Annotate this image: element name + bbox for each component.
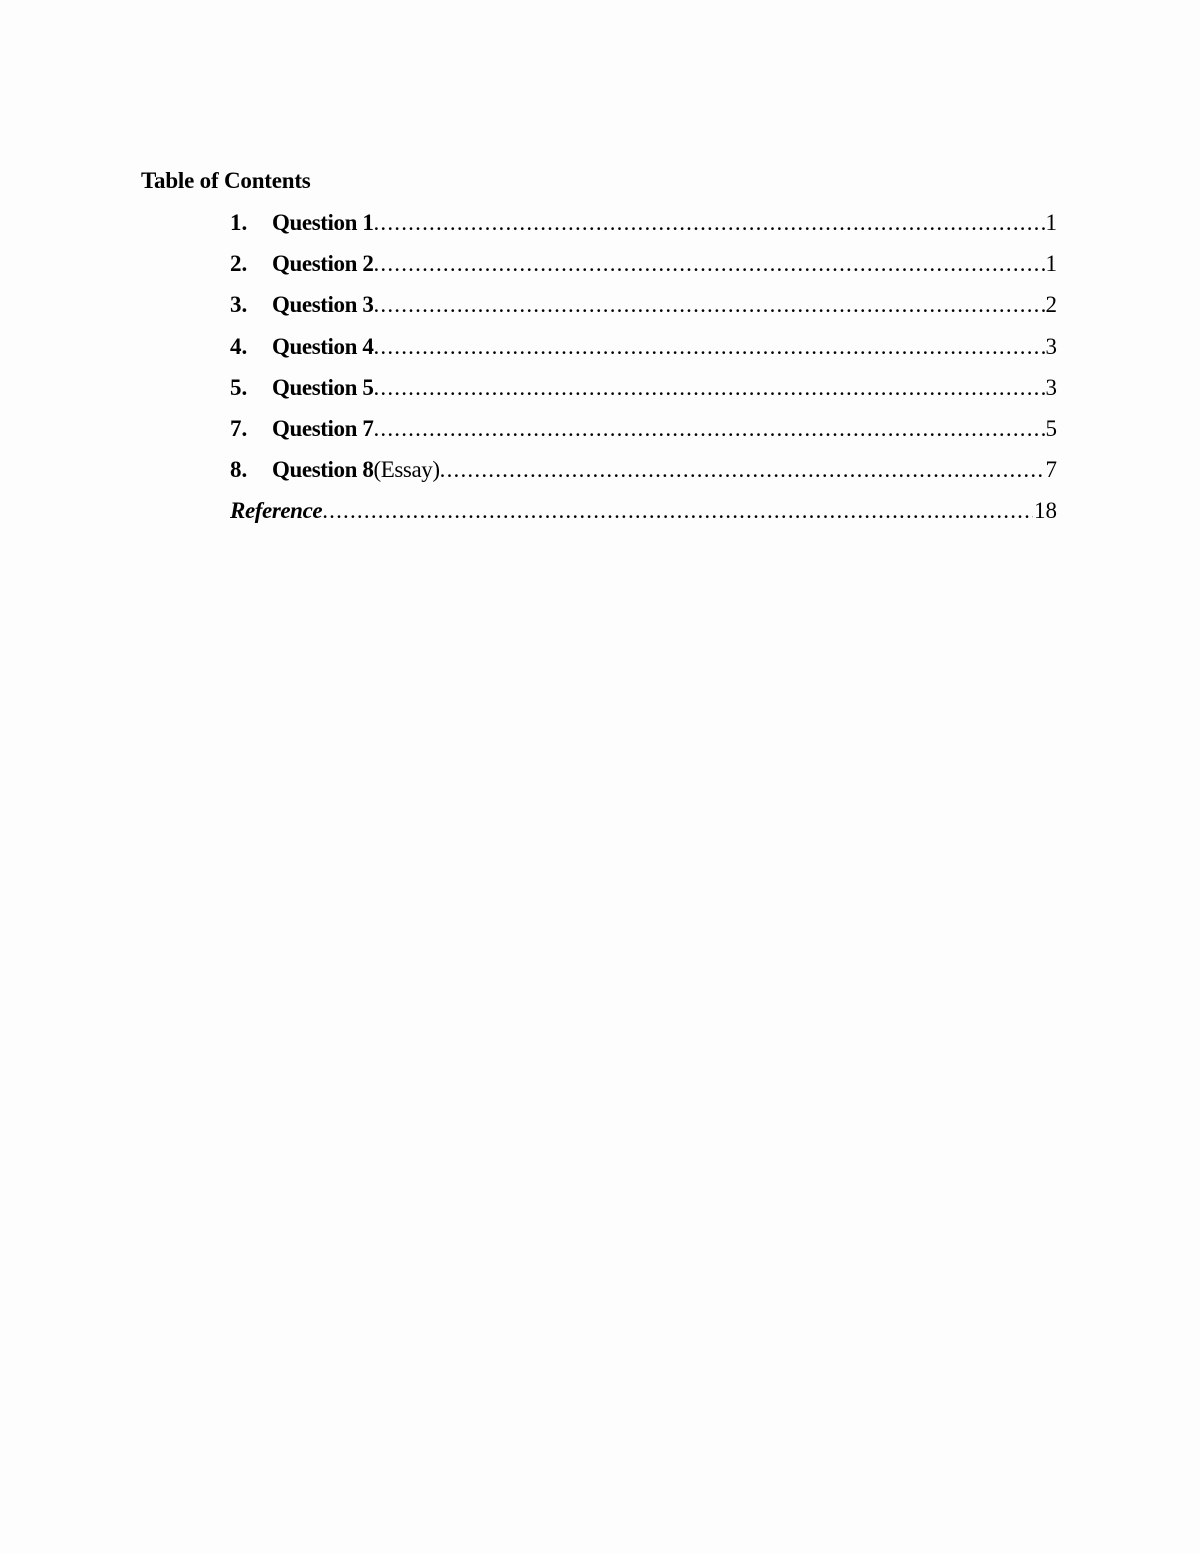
toc-dot-leader	[322, 496, 1033, 526]
toc-entry-label: Question 2	[272, 251, 374, 277]
toc-entry-page: 1	[1045, 251, 1057, 277]
toc-entry-question-4[interactable]	[230, 332, 1057, 373]
toc-entry-label: Question 8	[272, 457, 374, 483]
toc-entry-page: 18	[1034, 498, 1057, 524]
toc-entry-number: 5.	[230, 374, 248, 400]
toc-dot-leader	[440, 455, 1045, 485]
toc-entry-number: 4.	[230, 333, 248, 359]
toc-title: Table of Contents	[141, 168, 311, 193]
toc-entry-question-5[interactable]	[230, 373, 1057, 414]
toc-entry-question-2[interactable]	[230, 249, 1057, 290]
toc-entry-page: 5	[1045, 415, 1057, 441]
toc-dot-leader	[373, 249, 1044, 279]
toc-entry-page: 3	[1045, 333, 1057, 359]
toc-entry-reference[interactable]	[230, 496, 1057, 537]
toc-entry-number: 7.	[230, 415, 248, 441]
toc-entry-label: Reference	[230, 498, 323, 524]
toc-dot-leader	[373, 414, 1044, 444]
toc-entry-question-8[interactable]	[230, 455, 1057, 496]
toc-entry-page: 7	[1045, 457, 1057, 483]
toc-entry-label: Question 7	[272, 415, 374, 441]
toc-list	[230, 208, 1057, 538]
toc-entry-label: Question 1	[272, 210, 374, 235]
toc-entry-label: Question 4	[272, 333, 374, 359]
toc-dot-leader	[373, 208, 1044, 238]
toc-dot-leader	[373, 373, 1044, 403]
toc-entry-number: 2.	[230, 251, 248, 277]
toc-entry-label: Question 5	[272, 374, 374, 400]
toc-entry-question-1[interactable]	[230, 208, 1057, 249]
toc-entry-label-suffix: (Essay)	[373, 457, 440, 483]
toc-entry-question-7[interactable]	[230, 414, 1057, 455]
toc-dot-leader	[373, 290, 1044, 320]
toc-entry-question-3[interactable]	[230, 290, 1057, 331]
toc-entry-label: Question 3	[272, 292, 374, 318]
toc-entry-page: 1	[1045, 210, 1057, 235]
toc-entry-number: 8.	[230, 457, 248, 483]
toc-dot-leader	[373, 332, 1044, 362]
toc-entry-number: 3.	[230, 292, 248, 318]
toc-entry-page: 2	[1045, 292, 1057, 318]
toc-entry-page: 3	[1045, 374, 1057, 400]
toc-entry-number: 1.	[230, 210, 248, 235]
